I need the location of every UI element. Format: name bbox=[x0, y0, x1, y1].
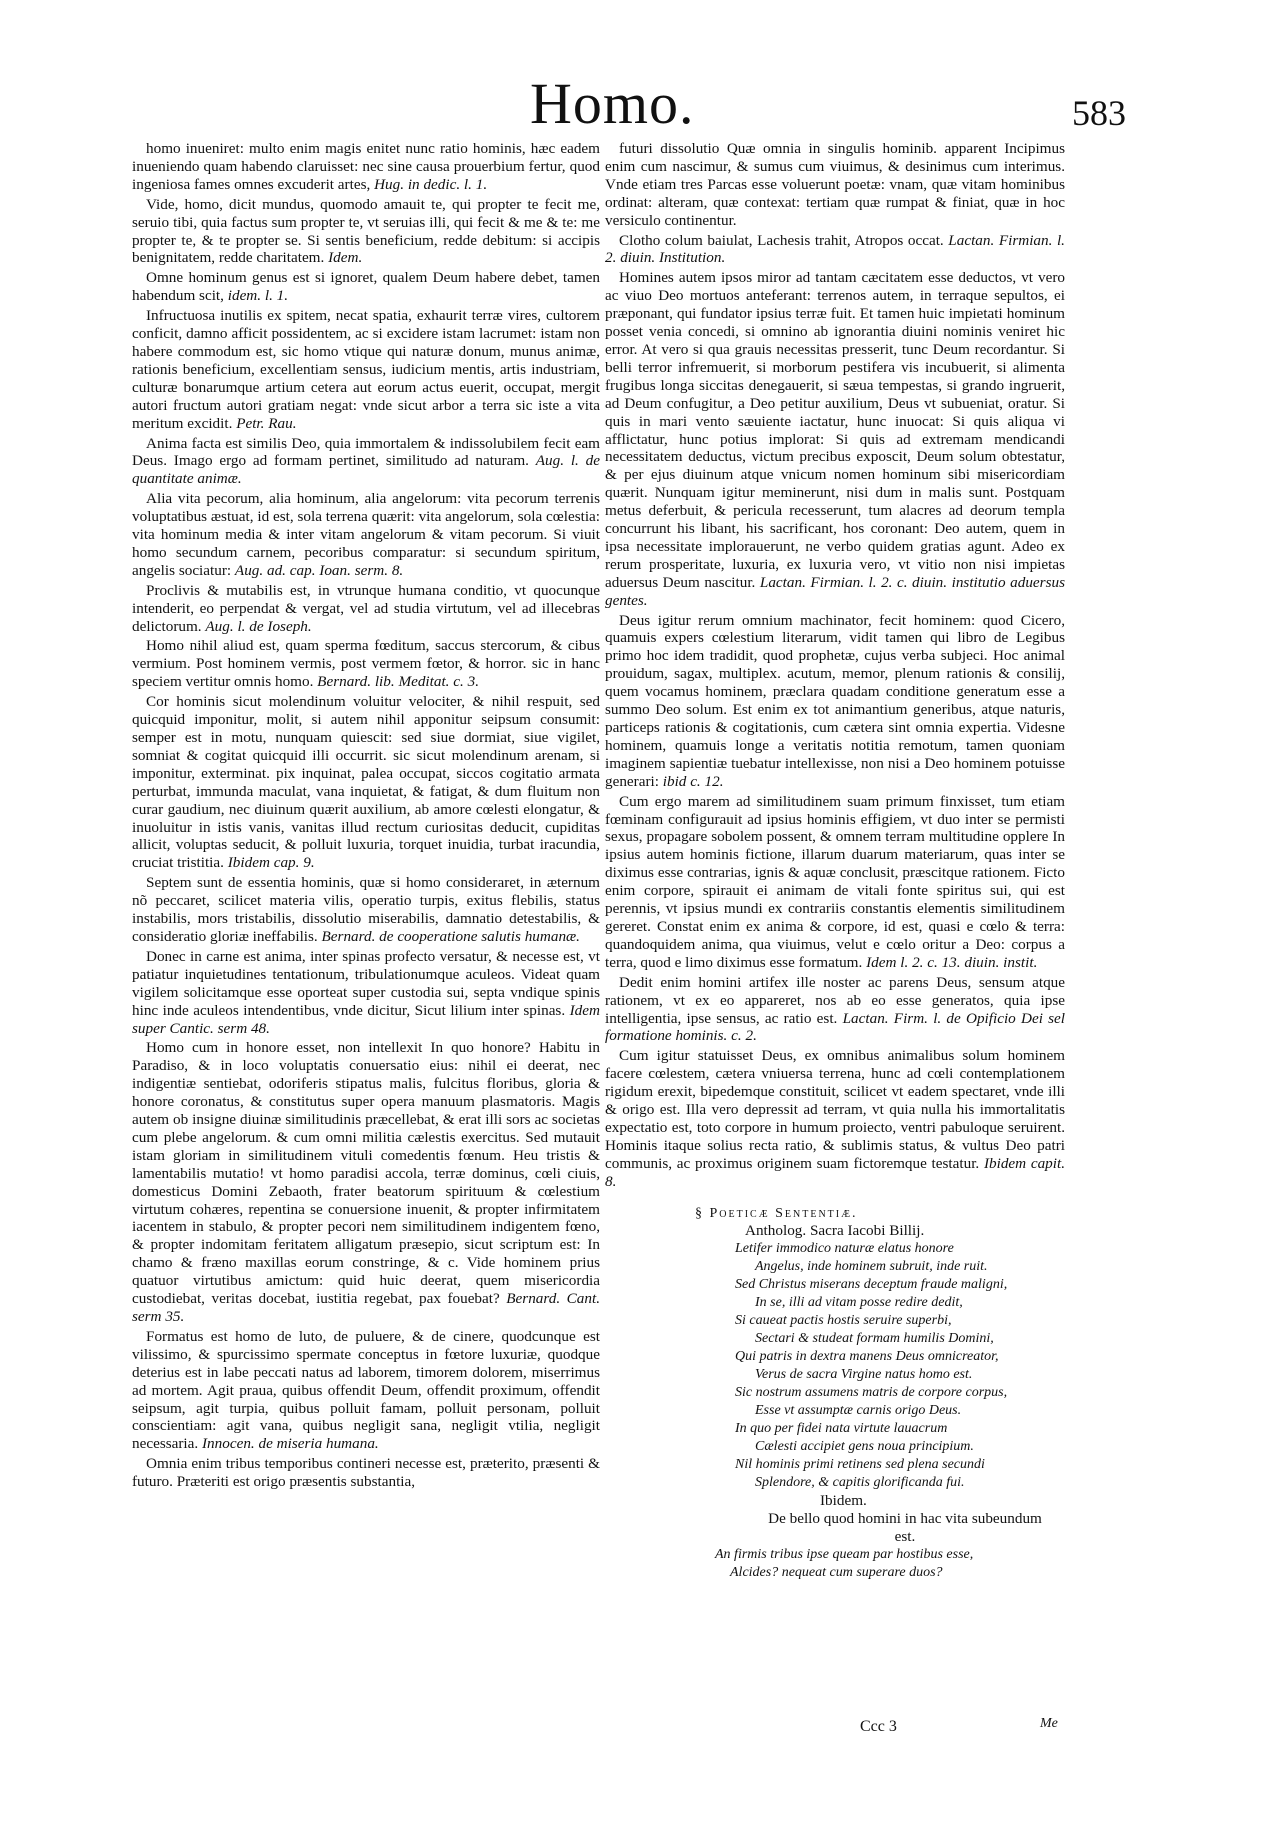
source-citation: Hug. in dedic. l. 1. bbox=[374, 175, 488, 193]
paragraph-text: Donec in carne est anima, inter spinas profecto versatur, & necesse est, vt patiatur inquietudines tentationum, tribulationumque aculeos. Videat quam vigilem solicitamque esse oporteat super custodia sui, septa vndique spinis hinc inde aculeos intendentibus, vnde dicitur, Sicut lilium inter spinas. bbox=[132, 947, 600, 1019]
paragraph-text: Homines autem ipsos miror ad tantam cæcitatem esse deductos, vt vero ac viuo Deo mortuos anteferant: terrenos autem, in terraque sepultos, ei præponant, qui fundator ipsius terræ fuit. Et tamen huic impietati hominum posset venia concedi, si omnino ab ignorantia diuini nominis veniret hic error. At vero si qua grauis necessitas presserit, tunc Deum recordantur. Si belli terror infremuerit, si morborum pestifera vis incubuerit, si alimenta frugibus longa siccitas denegauerit, si sæua tempestas, si grando ingruerit, ad Deum confugitur, a Deo petitur auxilium, Deus vt subueniat, oratur. Si quis in mari vento sæuiente iactatur, hunc inuocat: Si quis aliqua vi afflictatur, hunc potius implorat: Si quis ad extremam mendicandi necessitatem deductus, victum precibus exposcit, Deum solum obtestatur, & per ejus diuinum atque vnicum nomen hominum sibi misericordiam quærit. Nunquam igitur meminerunt, nisi dum in malis sunt. Postquam metus deferbuit, & pericula recesserunt, tum alacres ad deorum templa concurrunt his libant, his sacrificant, hos coronant: Deo autem, quem in ipsa necessitate implorauerunt, ne verbo quidem gratias agunt. Adeo ex rerum prosperitate, luxuria, ex luxuria vero, vt vitio non nisi impietas aduersus Deum nascitur. bbox=[605, 269, 1065, 591]
paragraph bbox=[132, 1328, 600, 1453]
anthology-source: Antholog. Sacra Iacobi Billij. bbox=[745, 1222, 925, 1240]
paragraph-text: Deus igitur rerum omnium machinator, fecit hominem: quod Cicero, quamuis expers cœlestium literarum, vidit tamen qui libro de Legibus primo hoc idem tradidit, quod prophetæ, cujus verba subjeci. Hoc animal prouidum, sagax, multiplex. acutum, memor, plenum rationis & consilij, quem vocamus hominem, præclara quadam conditione generatum esse a summo Deo solum. Est enim ex tot animantium generibus, atque naturis, particeps rationis & cogitationis, cum cætera sint omnia expertia. Videsne hominem, quamuis longe a veritatis notitia remotum, tamen quoniam imaginem sapientiæ tuebatur intellexisse, non nisi a Deo hominem potuisse generari: bbox=[605, 611, 1065, 790]
paragraph-text: Omne hominum genus est si ignoret, qualem Deum habere debet, tamen habendum scit, bbox=[132, 269, 600, 305]
verse-heading: De bello quod homini in hac vita subeundum est. bbox=[768, 1510, 1042, 1546]
paragraph bbox=[132, 140, 600, 194]
verse-line: An firmis tribus ipse queam par hostibus esse, bbox=[715, 1547, 974, 1563]
verse-line: Alcides? nequeat cum superare duos? bbox=[730, 1565, 943, 1581]
verse-line: Splendore, & capitis glorificanda fui. bbox=[755, 1475, 965, 1491]
source-citation: Bernard. Cant. serm 35. bbox=[132, 1290, 601, 1325]
source-citation: Idem l. 2. c. 13. diuin. instit. bbox=[866, 953, 1038, 971]
paragraph bbox=[605, 140, 1065, 230]
verse-line: Cælesti accipiet gens noua principium. bbox=[755, 1439, 974, 1455]
verse-line: Sectari & studeat formam humilis Domini, bbox=[755, 1331, 994, 1347]
paragraph bbox=[132, 307, 600, 432]
source-citation: Lactan. Firm. l. de Opificio Dei sel formatione hominis. c. 2. bbox=[605, 1009, 1066, 1045]
page-number: 583 bbox=[1072, 93, 1126, 133]
paragraph-text: Cum ergo marem ad similitudinem suam primum finxisset, tum etiam fœminam configurauit ad ipsius hominis effigiem, vt duo inter se permisti sexus, propagare sobolem possent, & omnem terram multitudine opplere In ipsius autem hominis fictione, illarum duarum materiarum, quas inter se diximus esse contrarias, ignis & aquæ conclusit, præscitque rationem. Ficto enim corpore, spirauit ei animam de vitali fonte spiritus sui, qui est perennis, vt ipsius mundi ex contrariis constantis elementis similitudinem gereret. Constat enim ex anima & corpore, id est, quasi e cœlo & terra: quandoquidem anima, qua viuimus, velut e cœlo oritur a Deo: corpus a terra, quod e limo diximus esse formatum. bbox=[605, 792, 1065, 971]
catchword: Me bbox=[1040, 1716, 1058, 1731]
verse-line: Si caueat pactis hostis seruire superbi, bbox=[735, 1313, 952, 1329]
source-citation: Petr. Rau. bbox=[236, 414, 297, 432]
source-citation: idem. l. 1. bbox=[227, 287, 289, 305]
paragraph bbox=[132, 490, 600, 580]
paragraph-text: Anima facta est similis Deo, quia immortalem & indissolubilem fecit eam Deus. Imago ergo ad formam pertinet, similitudo ad naturam. bbox=[132, 434, 600, 470]
paragraph bbox=[605, 269, 1065, 609]
paragraph-text: Cor hominis sicut molendinum voluitur velociter, & nihil respuit, sed quicquid imponitur, molit, si autem nihil apponitur seipsum consumit: semper est in motu, nunquam quiescit: sed siue dormiat, siue vigilet, somniat & cogitat quicquid illi occurrit. sic sicut molendinum arenam, si imponitur, exterminat. pix inquinat, palea occupat, siccos cogitatio armata perturbat, immunda maculat, vana inquietat, & fatigat, & dum fluitum non curar gaudium, nec diuinum quærit auxilium, ab amore cœlesti elongatur, & inuoluitur in istis vanis, vanitas illud rectum curiositas deducit, cupiditas allicit, voluptas seducit, & polluit luxuria, torquet inuidia, turbat iracundia, cruciat tristitia. bbox=[132, 693, 600, 872]
left-column bbox=[132, 140, 600, 1493]
source-citation: Lactan. Firmian. l. 2. c. diuin. institutio aduersus gentes. bbox=[605, 573, 1065, 609]
paragraph bbox=[605, 232, 1065, 268]
verse-line: Sic nostrum assumens matris de corpore corpus, bbox=[735, 1385, 1008, 1401]
verse-line: Qui patris in dextra manens Deus omnicreator, bbox=[735, 1349, 999, 1365]
paragraph-text: futuri dissolutio Quæ omnia in singulis hominib. apparent Incipimus enim cum nascimur, & sumus cum viuimus, & desinimus cum interimus. Vnde etiam tres Parcas esse voluerunt poetæ: vnam, quæ vitam hominibus ordinat: alteram, quæ contexat: tertiam quæ rumpat & finiat, quæ in hoc versiculo continentur. bbox=[605, 140, 1065, 229]
source-citation: Ibidem cap. 9. bbox=[227, 854, 315, 872]
verse-line: Sed Christus miserans deceptum fraude maligni, bbox=[735, 1277, 1008, 1293]
section-heading: § Poeticæ Sententiæ. bbox=[695, 1205, 858, 1221]
signature-mark: Ccc 3 bbox=[860, 1718, 897, 1735]
source-citation: Idem. bbox=[328, 249, 363, 267]
source-citation: Aug. ad. cap. Ioan. serm. 8. bbox=[234, 561, 404, 579]
paragraph-text: Omnia enim tribus temporibus contineri necesse est, præterito, præsenti & futuro. Præteriti est origo præsentis substantia, bbox=[132, 1455, 600, 1491]
verse-line: Angelus, inde hominem subruit, inde ruit. bbox=[755, 1259, 988, 1275]
source-citation: Ibidem capit. 8. bbox=[605, 1154, 1066, 1190]
verse-line: In se, illi ad vitam posse redire dedit, bbox=[755, 1295, 963, 1311]
paragraph-text: Dedit enim homini artifex ille noster ac parens Deus, sensum atque rationem, vt ex eo appareret, nos ab eo esse generatos, quia ipse intelligentia, ipse sensus, ac ratio est. bbox=[605, 973, 1065, 1027]
source-citation: ibid c. 12. bbox=[662, 772, 724, 790]
paragraph bbox=[132, 948, 600, 1038]
source-citation: Bernard. lib. Meditat. c. 3. bbox=[317, 673, 480, 691]
running-title: Homo. bbox=[530, 71, 695, 136]
verse-line: Nil hominis primi retinens sed plena secundi bbox=[735, 1457, 985, 1473]
verse-line: Letifer immodico naturæ elatus honore bbox=[735, 1241, 954, 1257]
page-header bbox=[0, 70, 1276, 140]
paragraph-text: Septem sunt de essentia hominis, quæ si homo consideraret, in æternum nõ peccaret, scilicet materia vilis, operatio turpis, exitus flebilis, status instabilis, mors tristabilis, dissolutio miserabilis, damnatio detestabilis, & consideratio gloriæ ineffabilis. bbox=[132, 874, 600, 945]
verse-line: In quo per fidei nata virtute lauacrum bbox=[735, 1421, 948, 1437]
paragraph bbox=[132, 1455, 600, 1491]
paragraph bbox=[605, 612, 1065, 791]
paragraph bbox=[132, 637, 600, 691]
paragraph bbox=[132, 196, 600, 268]
paragraph-text: Proclivis & mutabilis est, in vtrunque humana conditio, vt quocunque intenderit, eo perpendat & vergat, vel ad studia virtutum, vel ad illecebras delictorum. bbox=[132, 581, 600, 635]
paragraph-text: Homo nihil aliud est, quam sperma fœditum, saccus stercorum, & cibus vermium. Post hominem vermis, post vermem fœtor, & horror. sic in hanc speciem vertitur omnis homo. bbox=[132, 637, 600, 691]
paragraph-text: Infructuosa inutilis ex spitem, necat spatia, exhaurit terræ vires, cultorem conficit, damno afficit possidentem, ac si excidere istam lacrumet: istam non habere commodum est, sic homo vtique qui naturæ donum, munus animæ, rationis beneficium, excellentiam sensus, iudicium mentis, artis industriam, culturæ bonarumque artium cetera aut eorum actus euerit, occupat, mergit autori fructum autori gratiam negat: vnde sicut arbor a terra sic iste a vita meritum excidit. bbox=[132, 307, 600, 432]
source-citation: Idem super Cantic. serm 48. bbox=[132, 1001, 600, 1037]
source-citation: Aug. l. de Ioseph. bbox=[205, 617, 312, 635]
source-citation: Bernard. de cooperatione salutis humanæ. bbox=[321, 927, 580, 945]
paragraph bbox=[132, 693, 600, 872]
paragraph bbox=[132, 1039, 600, 1326]
paragraph bbox=[132, 874, 600, 946]
source-citation: Aug. l. de quantitate animæ. bbox=[132, 452, 600, 488]
paragraph bbox=[605, 1047, 1065, 1190]
paragraph bbox=[132, 269, 600, 305]
source-citation: Innocen. de miseria humana. bbox=[202, 1435, 379, 1453]
paragraph bbox=[605, 793, 1065, 972]
paragraph-text: Clotho colum baiulat, Lachesis trahit, Atropos occat. bbox=[619, 231, 944, 249]
poetic-sentences-section bbox=[605, 1205, 1065, 1583]
paragraph-text: Homo cum in honore esset, non intellexit In quo honore? Habitu in Paradiso, & in loco voluptatis conuersatio eius: nihil ei deerat, nec indigentiæ sentiebat, odoriferis stipatus malis, fulcitus floribus, gloria & honore coronatus, & constitutus super opera manuum plasmatoris. Magis autem ob insigne diuinæ similitudinis præcellebat, & erat illi sors ac societas cum plebe angelorum. & cum omni militia cælestis exercitus. Sed mutauit istam gloriam in similitudinem vituli comedentis fœnum. Heu tristis & lamentabilis mutatio! vt homo paradisi accola, terræ dominus, cœli ciuis, domesticus Domini Zebaoth, frater beatorum spirituum & cœlestium virtutum cohæres, repentina se conuersione inuenit, & propter infirmitatem iacentem in stabulo, & propter pecori nem similitudinem indigentem fœno, & propter indomitam feritatem alligatum præsepio, sicut scriptum est: In chamo & fræno maxillas eorum constringe, & c. Vide hominem prius quatuor virtutibus amictum: quid huic deerat, quem misericordia custodiebat, veritas docebat, iustitia regebat, pax fouebat? bbox=[132, 1039, 600, 1308]
paragraph-text: Cum igitur statuisset Deus, ex omnibus animalibus solum hominem facere cœlestem, cætera vniuersa terrena, hunc ad cœli contemplationem rigidum erexit, bipedemque constituit, scilicet vt eadem spectaret, vnde illi & origo est. Illa vero depressit ad terram, vt quia nulla his immortalitatis expectatio est, toto corpore in humum proiecto, ventri pabuloque seruirent. Hominis itaque solius recta ratio, & sublimis status, & vultus Deo patri communis, ac proximus originem suam fictoremque testatur. bbox=[605, 1047, 1065, 1172]
source-citation: Ibidem. bbox=[820, 1492, 867, 1510]
verse-line: Esse vt assumptæ carnis origo Deus. bbox=[755, 1403, 962, 1419]
paragraph-text: Vide, homo, dicit mundus, quomodo amauit te, qui propter te fecit me, seruio tibi, quia factus sum propter te, vt seruias illi, qui fecit & me & te: me propter te, & te propter se. Si sentis beneficium, redde debitum: si accipis benignitatem, redde charitatem. bbox=[132, 195, 600, 267]
right-column bbox=[605, 140, 1065, 1582]
paragraph-text: Alia vita pecorum, alia hominum, alia angelorum: vita pecorum terrenis voluptatibus æstuat, id est, sola terrena quærit: vita angelorum, sola cœlestia: vita hominum media & inter vitam angelorum & vitam pecorum. Si viuit homo secundum carnem, pecoribus comparatur: si secundum spiritum, angelis sociatur: bbox=[132, 490, 600, 579]
paragraph bbox=[605, 974, 1065, 1046]
source-citation: Lactan. Firmian. l. 2. diuin. Institution. bbox=[605, 231, 1065, 267]
paragraph-text: Formatus est homo de luto, de puluere, & de cinere, quodcunque est vilissimo, & spurcissimo spermate conceptus in fœtore luxuriæ, quodque deterius est in labe peccati natus ad laborem, timorem dolorem, miserrimus ad mortem. Agit praua, quibus offendit Deum, offendit proximum, offendit seipsum, agit turpia, quibus polluit famam, polluit personam, polluit conscientiam: agit vana, quibus negligit sana, negligit vtilia, negligit necessaria. bbox=[132, 1327, 600, 1453]
verse-line: Verus de sacra Virgine natus homo est. bbox=[755, 1367, 973, 1383]
paragraph bbox=[132, 582, 600, 636]
paragraph bbox=[132, 435, 600, 489]
paragraph-text: homo inueniret: multo enim magis enitet nunc ratio hominis, hæc eadem inueniendo quam habendo claruisset: nec sine causa prouerbium fertur, quod ingeniosa fames omnes excuderit artes, bbox=[132, 140, 600, 193]
